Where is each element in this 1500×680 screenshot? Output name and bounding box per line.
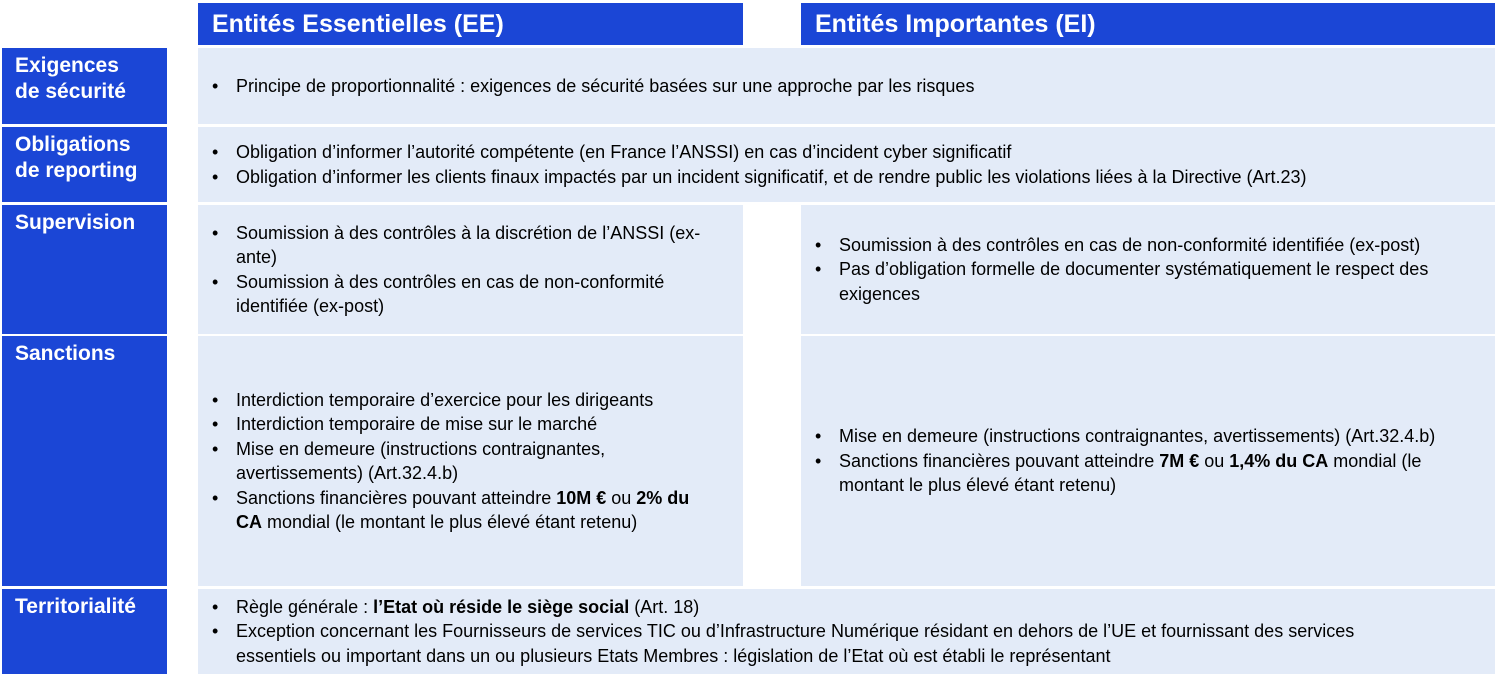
bullet-list bbox=[198, 221, 719, 319]
list-item: • Pas d’obligation formelle de documenter systématiquement le respect des exigences bbox=[839, 257, 1467, 306]
list-item: • Soumission à des contrôles à la discrétion de l’ANSSI (ex-ante) bbox=[236, 221, 719, 270]
list-item: • Principe de proportionnalité : exigences de sécurité basées sur une approche par les risques bbox=[236, 74, 1495, 99]
text-segment: mondial (le montant le plus élevé étant retenu) bbox=[839, 450, 1422, 496]
row-label-security-requirements bbox=[2, 48, 167, 124]
list-item bbox=[236, 595, 1425, 620]
percentage-text: 1,4% du CA bbox=[1229, 450, 1329, 471]
row-label-line: Obligations bbox=[15, 133, 131, 156]
text-segment: Règle générale : bbox=[236, 596, 374, 617]
row-label-line: de reporting bbox=[15, 159, 138, 182]
cell-reporting-obligations bbox=[198, 127, 1495, 202]
row-label-sanctions: Sanctions bbox=[2, 336, 167, 586]
cell-supervision-ee bbox=[198, 205, 743, 334]
cell-security-requirements bbox=[198, 48, 1495, 124]
bullet-list bbox=[198, 140, 1495, 189]
row-label-supervision: Supervision bbox=[2, 205, 167, 334]
row-label-line: Exigences bbox=[15, 54, 119, 77]
list-item bbox=[236, 486, 719, 535]
text-segment: ou bbox=[606, 487, 637, 508]
text-segment: mondial (le montant le plus élevé étant retenu) bbox=[262, 512, 638, 532]
list-item: • Mise en demeure (instructions contraignantes, avertissements) (Art.32.4.b) bbox=[839, 424, 1467, 449]
list-item: • Soumission à des contrôles en cas de non-conformité identifiée (ex-post) bbox=[839, 233, 1467, 258]
cell-sanctions-ee bbox=[198, 336, 743, 586]
amount-text: 10M € bbox=[556, 487, 607, 508]
header-important-entities: Entités Importantes (EI) bbox=[801, 3, 1495, 45]
bullet-list bbox=[801, 424, 1467, 498]
text-segment: Sanctions financières pouvant atteindre bbox=[839, 450, 1160, 471]
amount-text: 7M € bbox=[1159, 450, 1200, 471]
text-segment: ou bbox=[1199, 450, 1230, 471]
bullet-list bbox=[801, 233, 1467, 307]
list-item: • Interdiction temporaire d’exercice pour les dirigeants bbox=[236, 388, 719, 413]
row-label-line: de sécurité bbox=[15, 80, 126, 103]
bullet-list bbox=[198, 388, 719, 535]
text-segment: (Art. 18) bbox=[629, 596, 700, 617]
list-item bbox=[839, 449, 1467, 498]
list-item: • Interdiction temporaire de mise sur le marché bbox=[236, 412, 719, 437]
list-item: • Exception concernant les Fournisseurs de services TIC ou d’Infrastructure Numérique résidant en dehors de l’UE et fournissant des services essentiels ou important dans un ou plusieurs Etats Membres : législation de l’Etat où est établi le représentant bbox=[236, 619, 1425, 668]
percentage-text: 2% du CA bbox=[236, 487, 690, 532]
header-essential-entities: Entités Essentielles (EE) bbox=[198, 3, 743, 45]
cell-supervision-ei bbox=[801, 205, 1495, 334]
bullet-list bbox=[198, 74, 1495, 99]
cell-sanctions-ei bbox=[801, 336, 1495, 586]
row-label-territoriality: Territorialité bbox=[2, 589, 167, 674]
text-segment: Sanctions financières pouvant atteindre bbox=[236, 487, 557, 508]
row-label-reporting-obligations bbox=[2, 127, 167, 202]
cell-territoriality bbox=[198, 589, 1495, 674]
bullet-list bbox=[198, 595, 1425, 669]
emphasis-text: l’Etat où réside le siège social bbox=[373, 596, 630, 617]
list-item: • Obligation d’informer l’autorité compétente (en France l’ANSSI) en cas d’incident cyber significatif bbox=[236, 140, 1495, 165]
list-item: • Soumission à des contrôles en cas de non-conformité identifiée (ex-post) bbox=[236, 270, 719, 319]
list-item: • Mise en demeure (instructions contraignantes, avertissements) (Art.32.4.b) bbox=[236, 437, 719, 486]
list-item: • Obligation d’informer les clients finaux impactés par un incident significatif, et de rendre public les violations liées à la Directive (Art.23) bbox=[236, 165, 1495, 190]
